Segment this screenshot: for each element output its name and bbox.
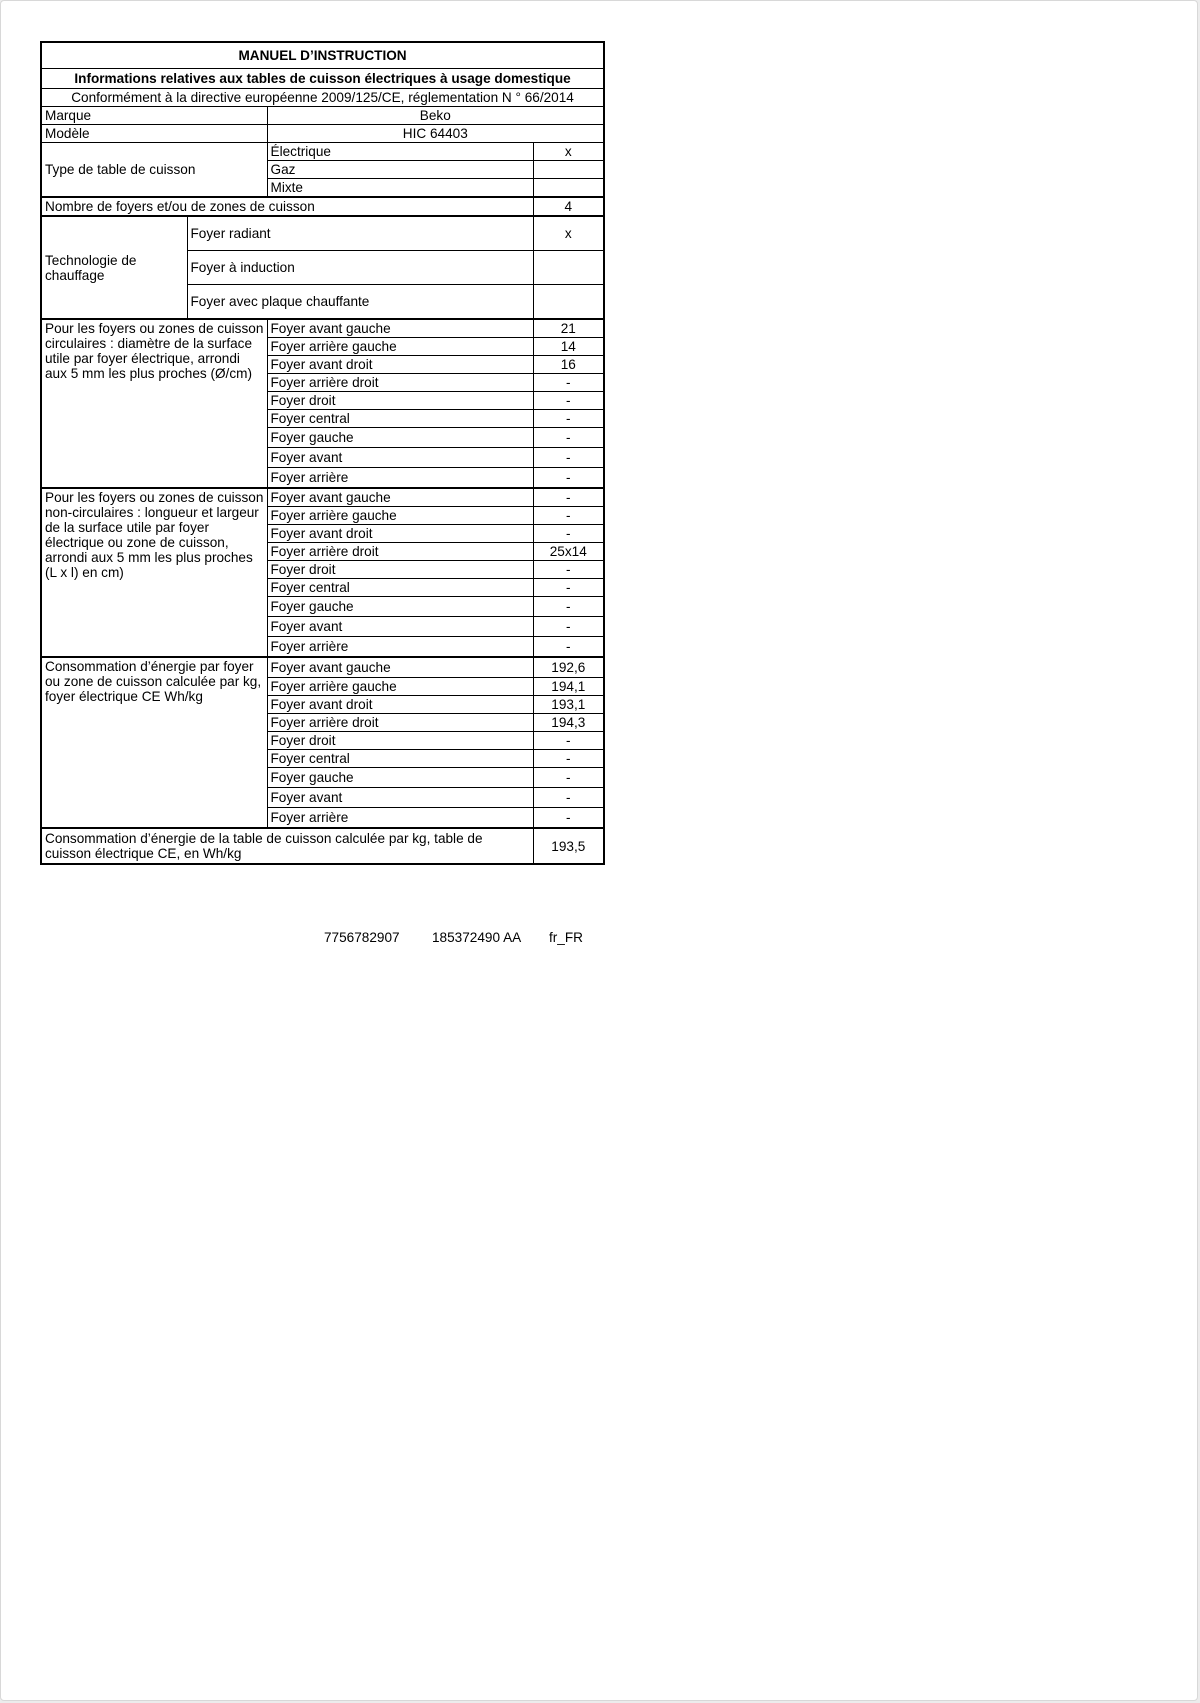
zone-value: - — [533, 768, 604, 788]
energy-hob-value: 193,5 — [533, 828, 604, 864]
heating-tech-row — [41, 216, 604, 251]
zone-label: Foyer arrière gauche — [267, 678, 533, 696]
zone-label: Foyer arrière droit — [267, 543, 533, 561]
hob-type-option-label: Électrique — [267, 143, 533, 161]
zone-label: Foyer avant droit — [267, 356, 533, 374]
zone-value: - — [533, 597, 604, 617]
zone-value: - — [533, 410, 604, 428]
zone-label: Foyer arrière — [267, 468, 533, 489]
brand-value: Beko — [267, 107, 604, 125]
zone-value: - — [533, 617, 604, 637]
zone-label: Foyer arrière droit — [267, 374, 533, 392]
zone-value: - — [533, 488, 604, 507]
zone-label: Foyer droit — [267, 732, 533, 750]
title-row — [41, 42, 604, 69]
zone-value: 21 — [533, 319, 604, 338]
hob-type-label: Type de table de cuisson — [41, 143, 267, 198]
model-value: HIC 64403 — [267, 125, 604, 143]
zone-label: Foyer avant droit — [267, 525, 533, 543]
directive-text: Conformément à la directive européenne 2009/125/CE, réglementation N ° 66/2014 — [41, 89, 604, 107]
heating-tech-option-value: x — [533, 216, 604, 251]
heating-tech-option-label: Foyer radiant — [187, 216, 533, 251]
directive-row — [41, 89, 604, 107]
model-row — [41, 125, 604, 143]
zone-value: - — [533, 448, 604, 468]
zone-value: 193,1 — [533, 696, 604, 714]
subtitle-row — [41, 69, 604, 89]
zone-label: Foyer central — [267, 410, 533, 428]
energy-hob-label: Consommation d’énergie de la table de cuisson calculée par kg, table de cuisson électrique CE, en Wh/kg — [41, 828, 533, 864]
zone-label: Foyer gauche — [267, 428, 533, 448]
zone-label: Foyer droit — [267, 392, 533, 410]
zone-value: - — [533, 428, 604, 448]
zone-value: - — [533, 525, 604, 543]
zone-value: - — [533, 732, 604, 750]
product-information-sheet — [40, 41, 603, 945]
heating-tech-option-value — [533, 285, 604, 320]
footer-code-2: 185372490 AA — [432, 930, 522, 945]
heating-tech-label: Technologie de chauffage — [41, 216, 187, 319]
hob-type-option-value — [533, 161, 604, 179]
zone-label: Foyer arrière — [267, 637, 533, 658]
zone-count-label: Nombre de foyers et/ou de zones de cuisson — [41, 197, 533, 216]
zone-label: Foyer avant droit — [267, 696, 533, 714]
circular-zone-row — [41, 319, 604, 338]
heating-tech-option-value — [533, 251, 604, 285]
zone-value: - — [533, 374, 604, 392]
heating-tech-option-label: Foyer à induction — [187, 251, 533, 285]
footer-locale: fr_FR — [549, 930, 583, 945]
zone-label: Foyer arrière gauche — [267, 507, 533, 525]
zone-label: Foyer avant — [267, 448, 533, 468]
zone-label: Foyer gauche — [267, 597, 533, 617]
zone-value: 25x14 — [533, 543, 604, 561]
zone-value: - — [533, 750, 604, 768]
zone-value: - — [533, 579, 604, 597]
energy-zone-row — [41, 657, 604, 678]
zone-value: 14 — [533, 338, 604, 356]
energy-per-zone-label: Consommation d’énergie par foyer ou zone de cuisson calculée par kg, foyer électrique CE Wh/kg — [41, 657, 267, 828]
zone-value: - — [533, 392, 604, 410]
zone-value: 192,6 — [533, 657, 604, 678]
hob-type-row — [41, 143, 604, 161]
zone-value: - — [533, 808, 604, 829]
zone-label: Foyer avant gauche — [267, 657, 533, 678]
zone-label: Foyer avant — [267, 617, 533, 637]
zone-label: Foyer avant — [267, 788, 533, 808]
specification-table — [40, 41, 605, 865]
zone-label: Foyer central — [267, 750, 533, 768]
zone-label: Foyer arrière droit — [267, 714, 533, 732]
energy-hob-row — [41, 828, 604, 864]
document-subtitle: Informations relatives aux tables de cuisson électriques à usage domestique — [41, 69, 604, 89]
zone-label: Foyer central — [267, 579, 533, 597]
zone-value: 194,1 — [533, 678, 604, 696]
zone-value: 194,3 — [533, 714, 604, 732]
zone-label: Foyer gauche — [267, 768, 533, 788]
hob-type-option-label: Mixte — [267, 179, 533, 198]
zone-count-value: 4 — [533, 197, 604, 216]
footer-code-1: 7756782907 — [324, 930, 400, 945]
zone-count-row — [41, 197, 604, 216]
zone-value: - — [533, 561, 604, 579]
circular-zones-label: Pour les foyers ou zones de cuisson circulaires : diamètre de la surface utile par foyer électrique, arrondi aux 5 mm les plus proches (Ø/cm) — [41, 319, 267, 488]
model-label: Modèle — [41, 125, 267, 143]
zone-value: - — [533, 468, 604, 489]
heating-tech-option-label: Foyer avec plaque chauffante — [187, 285, 533, 320]
zone-label: Foyer droit — [267, 561, 533, 579]
brand-row — [41, 107, 604, 125]
brand-label: Marque — [41, 107, 267, 125]
zone-label: Foyer arrière gauche — [267, 338, 533, 356]
non-circular-zones-label: Pour les foyers ou zones de cuisson non-circulaires : longueur et largeur de la surface utile par foyer électrique ou zone de cuisson, arrondi aux 5 mm les plus proches (L x l) en cm) — [41, 488, 267, 657]
zone-label: Foyer avant gauche — [267, 319, 533, 338]
zone-value: - — [533, 788, 604, 808]
non-circular-zone-row — [41, 488, 604, 507]
zone-value: 16 — [533, 356, 604, 374]
zone-label: Foyer arrière — [267, 808, 533, 829]
zone-label: Foyer avant gauche — [267, 488, 533, 507]
document-title: MANUEL D’INSTRUCTION — [41, 42, 604, 69]
zone-value: - — [533, 507, 604, 525]
hob-type-option-value: x — [533, 143, 604, 161]
hob-type-option-value — [533, 179, 604, 198]
zone-value: - — [533, 637, 604, 658]
hob-type-option-label: Gaz — [267, 161, 533, 179]
